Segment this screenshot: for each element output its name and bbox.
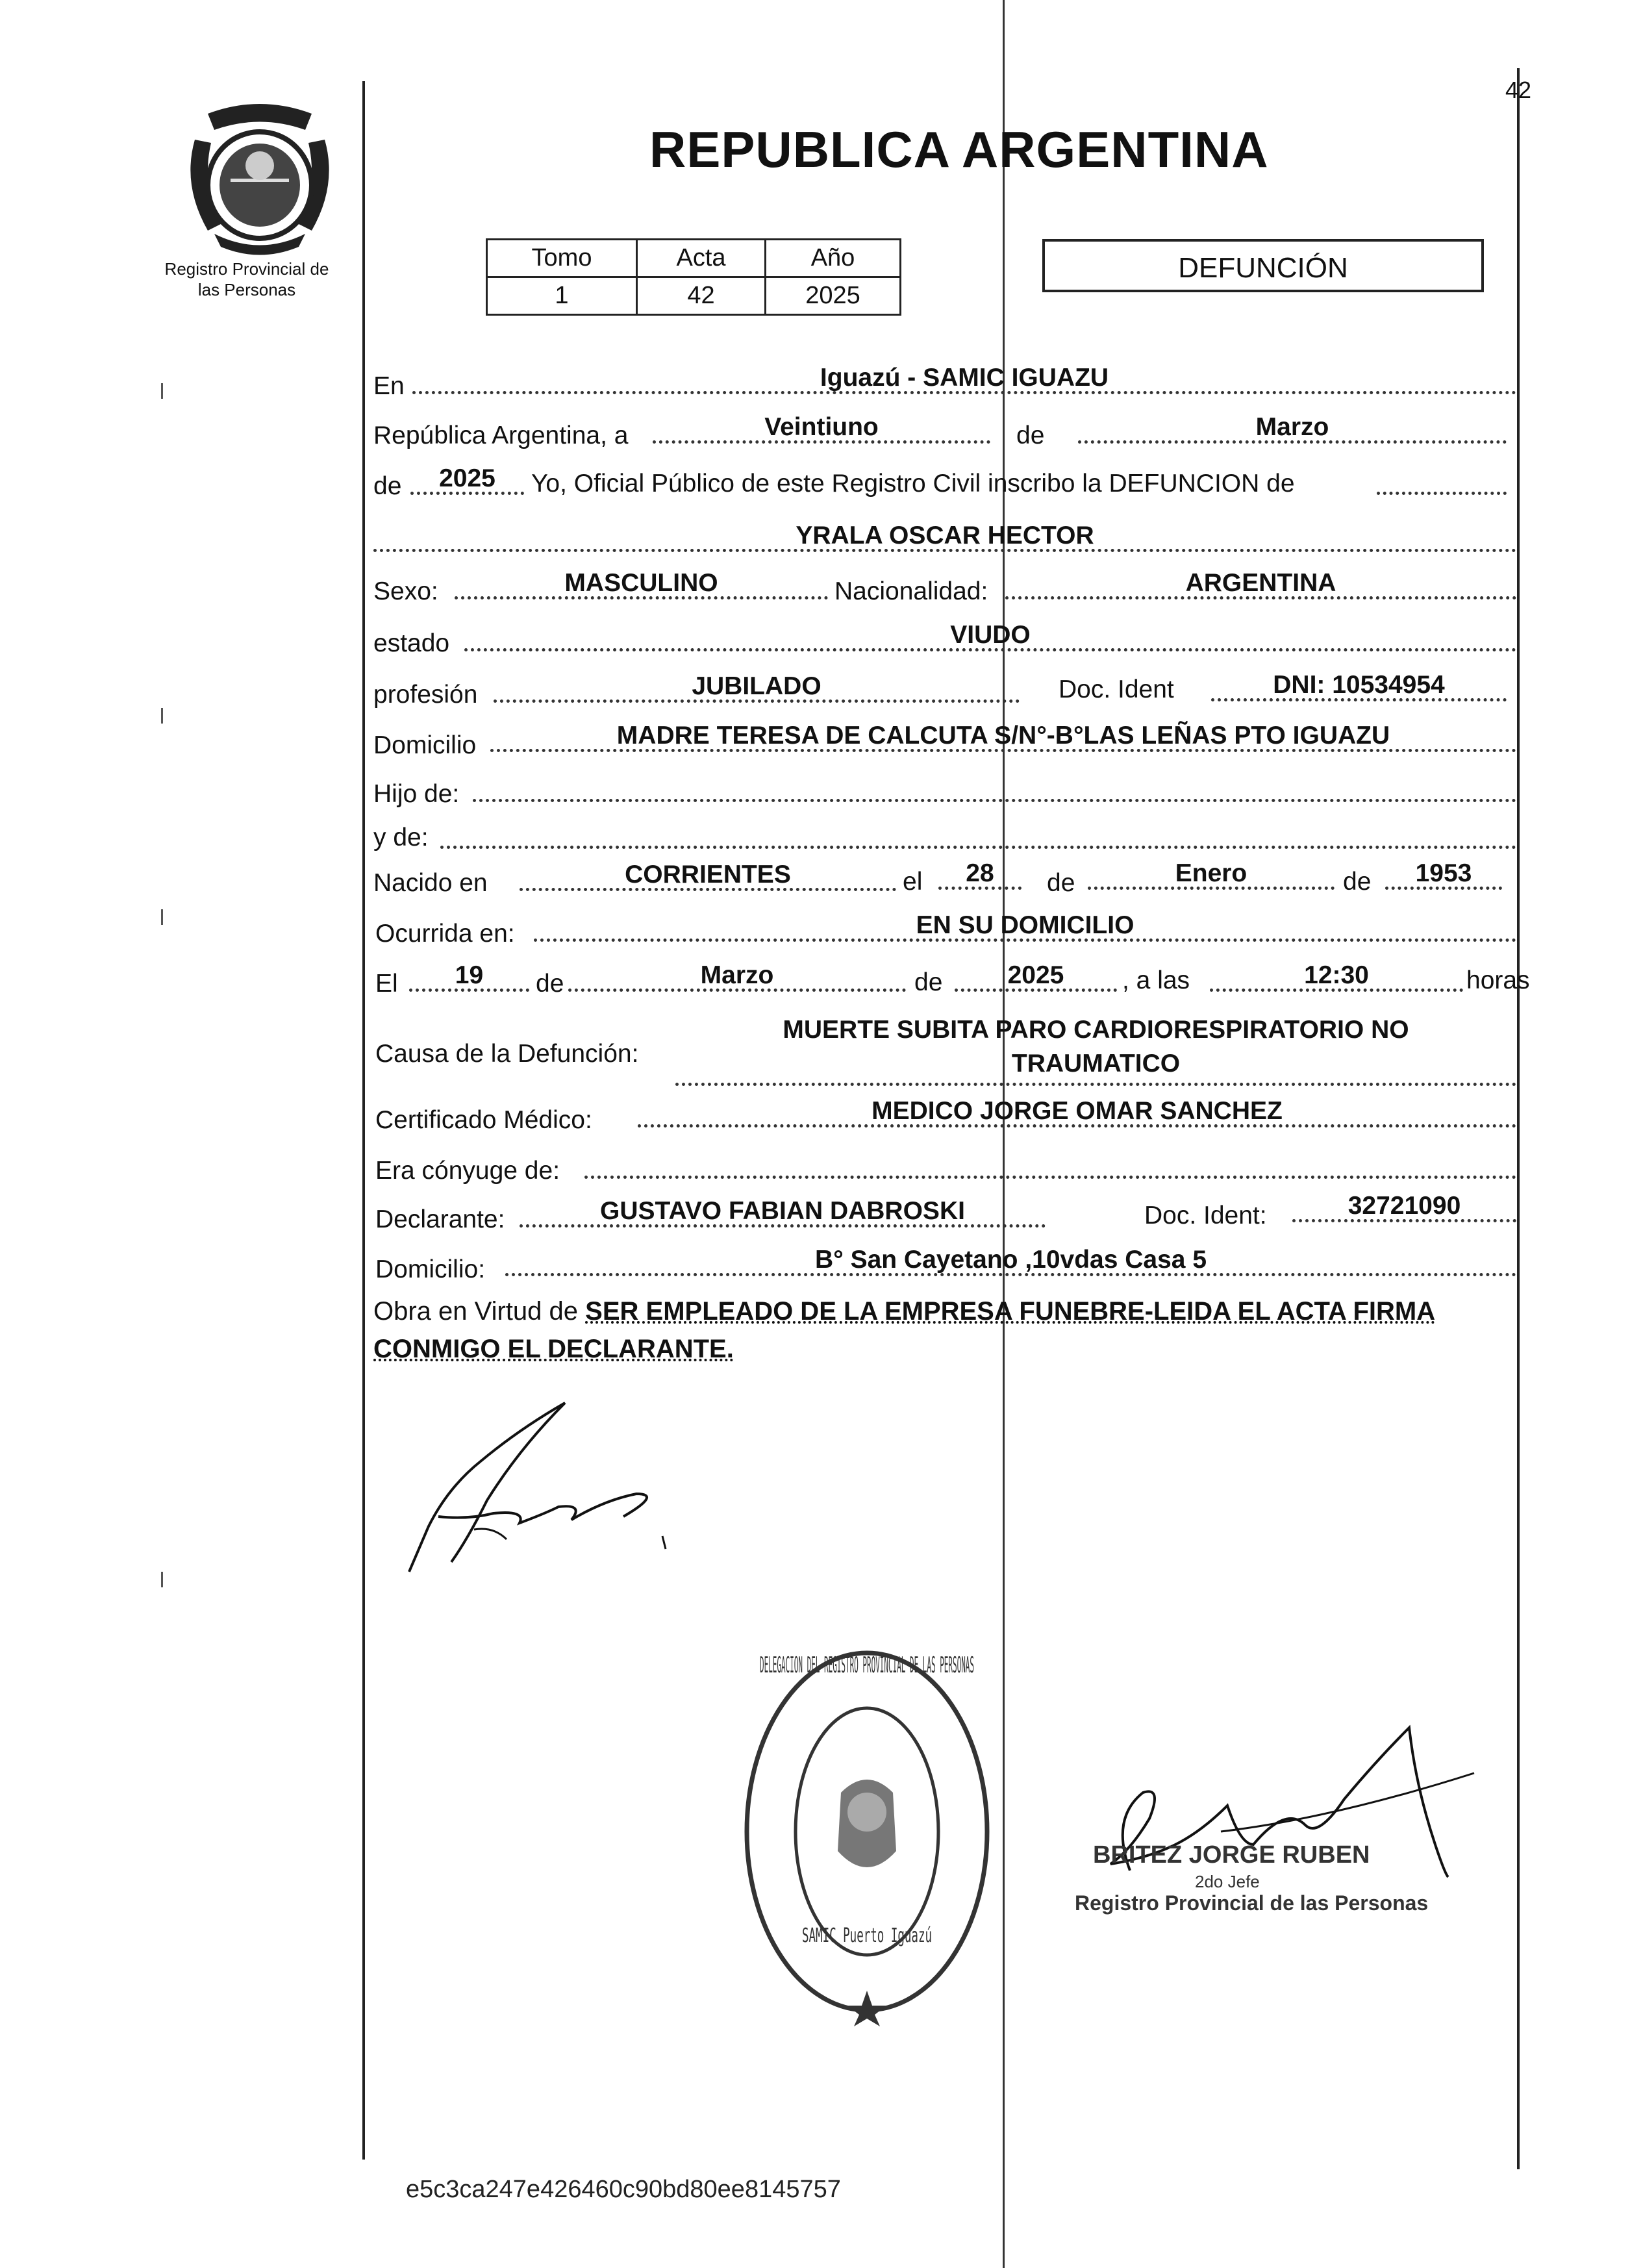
- obra-value: SER EMPLEADO DE LA EMPRESA FUNEBRE-LEIDA EL ACTA FIRMA CONMIGO EL DECLARANTE.: [373, 1297, 1436, 1363]
- official-name: BRITEZ JORGE RUBEN: [1093, 1841, 1370, 1869]
- birth-year-field: 1953: [1385, 857, 1502, 890]
- margin-mark: [161, 909, 163, 925]
- acta-value: 42: [637, 277, 766, 315]
- tomo-header: Tomo: [487, 240, 637, 277]
- ano-header: Año: [766, 240, 901, 277]
- causa-field: MUERTE SUBITA PARO CARDIORESPIRATORIO NO TRAUMATICO: [675, 1013, 1516, 1086]
- deceased-name-field: YRALA OSCAR HECTOR: [373, 520, 1516, 552]
- hijo-field: [473, 770, 1516, 802]
- de-label: de: [914, 968, 943, 996]
- record-type-box: DEFUNCIÓN: [1042, 239, 1484, 292]
- margin-line: [362, 81, 365, 2160]
- acta-header: Acta: [637, 240, 766, 277]
- document-title: REPUBLICA ARGENTINA: [649, 121, 1269, 178]
- death-month-field: Marzo: [568, 959, 906, 992]
- document-hash: e5c3ca247e426460c90bd80ee8145757: [406, 2176, 841, 2203]
- profesion-label: profesión: [373, 681, 478, 709]
- nacionalidad-field: ARGENTINA: [1005, 567, 1516, 599]
- ocurrida-field: EN SU DOMICILIO: [534, 909, 1516, 942]
- a-las-label: , a las: [1122, 966, 1190, 994]
- y-de-label: y de:: [373, 824, 429, 851]
- certificado-label: Certificado Médico:: [375, 1106, 592, 1134]
- official-office: Registro Provincial de las Personas: [1075, 1891, 1429, 1915]
- nacionalidad-label: Nacionalidad:: [834, 577, 988, 605]
- conyuge-label: Era cónyuge de:: [375, 1157, 560, 1185]
- tomo-value: 1: [487, 277, 637, 315]
- birth-month-field: Enero: [1088, 857, 1335, 890]
- en-label: En: [373, 372, 405, 400]
- estado-field: VIUDO: [464, 619, 1516, 651]
- official-text: Yo, Oficial Público de este Registro Civil inscribo la DEFUNCION de: [531, 470, 1295, 498]
- margin-mark: [161, 708, 163, 724]
- coat-of-arms-icon: [169, 101, 351, 257]
- profesion-field: JUBILADO: [494, 670, 1020, 703]
- de-label: de: [536, 970, 564, 998]
- domicilio2-label: Domicilio:: [375, 1255, 486, 1283]
- margin-mark: [161, 1572, 163, 1587]
- declarante-doc-field: 32721090: [1292, 1190, 1516, 1222]
- month-field: Marzo: [1078, 411, 1507, 444]
- declarante-field: GUSTAVO FABIAN DABROSKI: [520, 1195, 1046, 1228]
- death-year-field: 2025: [955, 959, 1117, 992]
- doc-ident-label: Doc. Ident: [1059, 675, 1174, 703]
- place-field: Iguazú - SAMIC IGUAZU: [412, 362, 1516, 394]
- sexo-label: Sexo:: [373, 577, 438, 605]
- conyuge-field: [584, 1146, 1516, 1179]
- obra-paragraph: [373, 1292, 1523, 1368]
- obra-label: Obra en Virtud de: [373, 1297, 579, 1326]
- declarante-label: Declarante:: [375, 1205, 505, 1233]
- domicilio2-field: B° San Cayetano ,10vdas Casa 5: [505, 1244, 1516, 1276]
- day-words-field: Veintiuno: [653, 411, 990, 444]
- de-label: de: [1047, 869, 1075, 897]
- declarant-signature: [390, 1390, 753, 1585]
- page-number: 42: [1505, 77, 1532, 103]
- year-field: 2025: [410, 462, 524, 495]
- seal-inner-text: SAMIC Puerto Iguazú: [802, 1924, 932, 1947]
- scan-fold-line: [1003, 0, 1005, 2268]
- death-time-field: 12:30: [1210, 959, 1463, 992]
- death-day-field: 19: [409, 959, 529, 992]
- official-signature: [1072, 1715, 1494, 1896]
- nacido-label: Nacido en: [373, 869, 488, 897]
- registry-name: Registro Provincial de las Personas: [164, 259, 329, 299]
- seal-text: DELEGACION DEL REGISTRO PROVINCIAL DE LAS PERSONAS: [760, 1652, 974, 1678]
- causa-label: Causa de la Defunción:: [375, 1040, 639, 1068]
- registration-table: [486, 238, 901, 316]
- domicilio-label: Domicilio: [373, 731, 477, 759]
- de-label: de: [373, 472, 402, 500]
- official-role: 2do Jefe: [1195, 1872, 1260, 1891]
- birth-day-field: 28: [938, 857, 1022, 890]
- official-seal: [737, 1637, 997, 2026]
- horas-label: horas: [1466, 966, 1530, 994]
- republica-label: República Argentina, a: [373, 422, 629, 449]
- certificado-field: MEDICO JORGE OMAR SANCHEZ: [638, 1095, 1516, 1128]
- ano-value: 2025: [766, 277, 901, 315]
- hijo-label: Hijo de:: [373, 780, 460, 808]
- domicilio-field: MADRE TERESA DE CALCUTA S/N°-B°LAS LEÑAS PTO IGUAZU: [490, 720, 1516, 752]
- de-label: de: [1016, 422, 1045, 449]
- sexo-field: MASCULINO: [455, 567, 828, 599]
- nacido-field: CORRIENTES: [520, 859, 896, 891]
- declarante-doc-label: Doc. Ident:: [1144, 1202, 1267, 1229]
- doc-ident-field: DNI: 10534954: [1211, 669, 1507, 701]
- el-label: El: [375, 970, 398, 998]
- official-text-trailing-field: [1377, 462, 1507, 495]
- estado-label: estado: [373, 629, 450, 657]
- y-de-field: [440, 816, 1516, 849]
- margin-mark: [161, 383, 163, 399]
- ocurrida-label: Ocurrida en:: [375, 920, 515, 948]
- page-edge-line: [1517, 68, 1520, 2169]
- el-label: el: [903, 868, 923, 896]
- de-label: de: [1343, 868, 1372, 896]
